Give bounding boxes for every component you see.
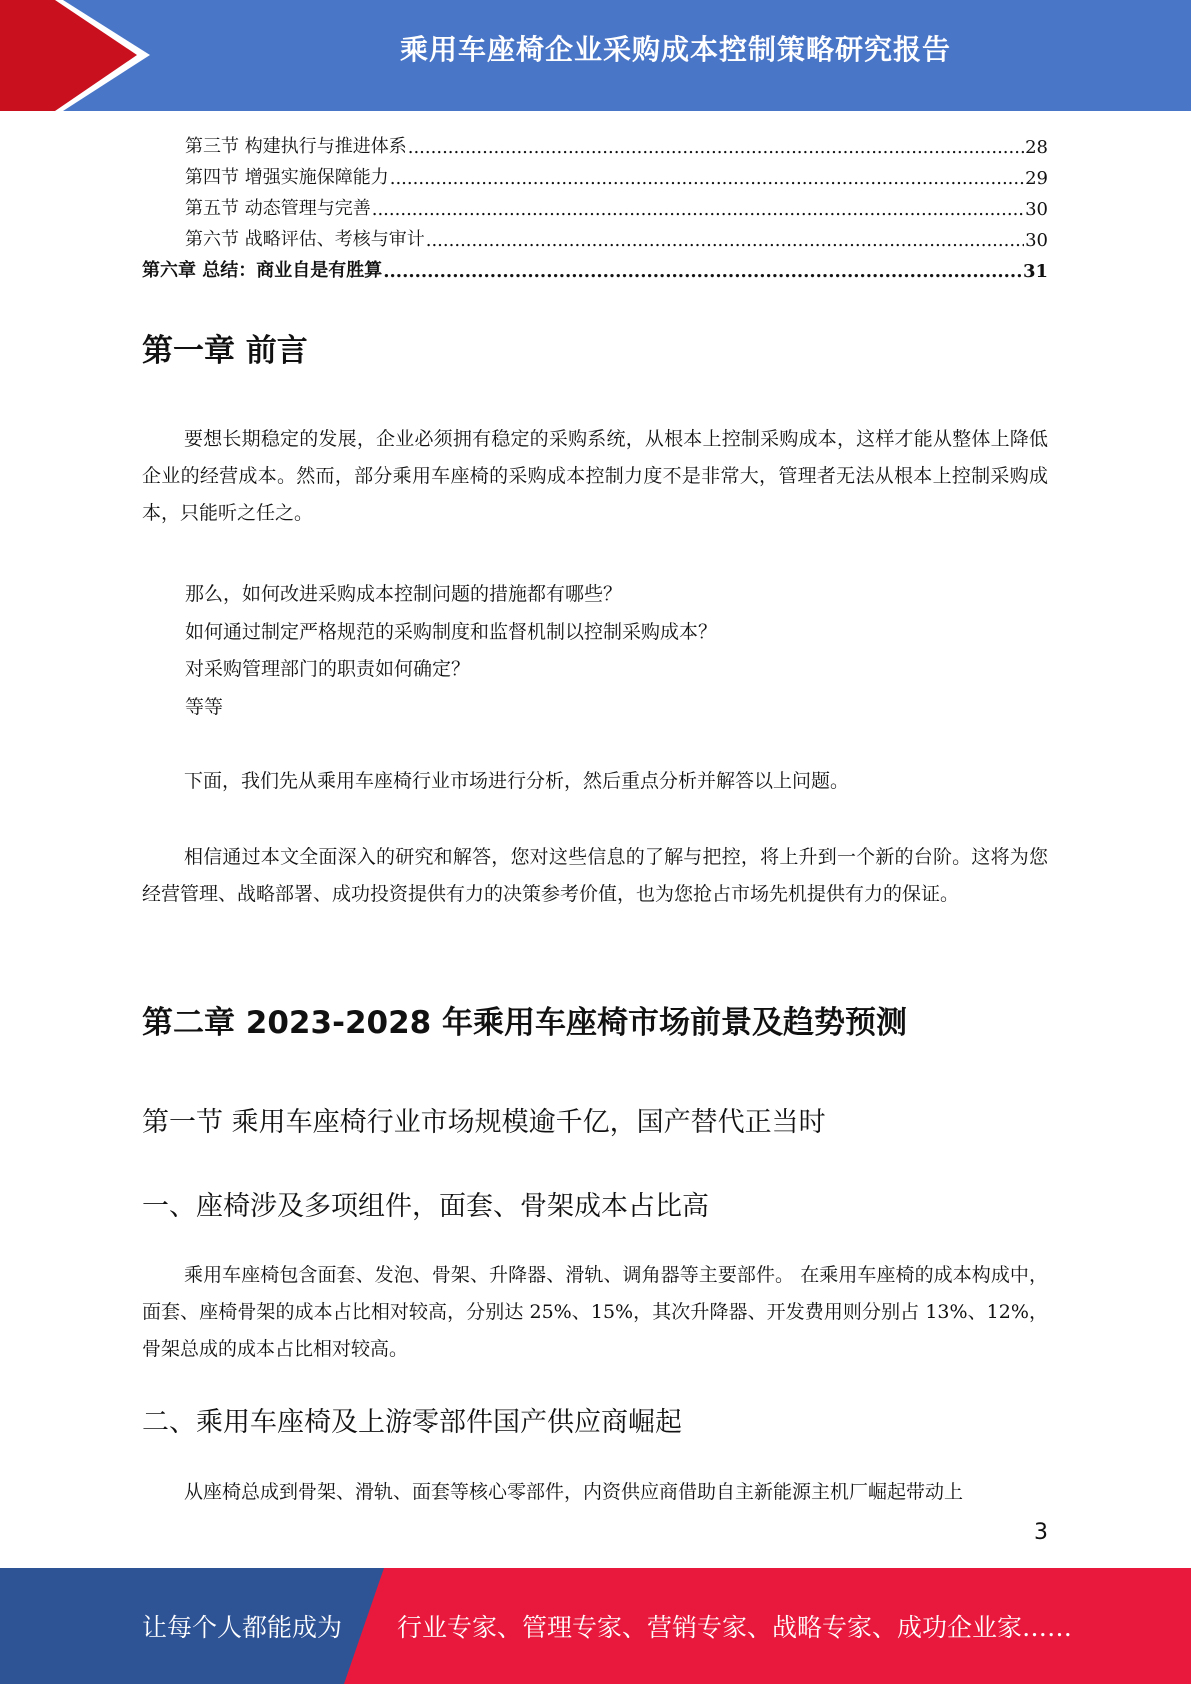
- toc-entry-page: 31: [1022, 261, 1048, 282]
- footer-slogan-right: 行业专家、管理专家、营销专家、战略专家、成功企业家……: [397, 1613, 1073, 1642]
- footer-slogan-left: 让每个人都能成为: [142, 1613, 343, 1642]
- subsection-heading: 二、乘用车座椅及上游零部件国产供应商崛起: [142, 1407, 682, 1438]
- body-paragraph: 乘用车座椅包含面套、发泡、骨架、升降器、滑轨、调角器等主要部件。 在乘用车座椅的成本构成中，面套、座椅骨架的成本占比相对较高，分别达 25%、15%，其次升降器、开发费用则分别占 13%、12%，骨架总成的成本占比相对较高。: [142, 1264, 1048, 1360]
- next-paragraph: 下面，我们先从乘用车座椅行业市场进行分析，然后重点分析并解答以上问题。: [184, 770, 850, 792]
- header-arrow-decoration: [0, 0, 150, 111]
- toc-entry[interactable]: [185, 159, 1048, 189]
- toc-entry[interactable]: [185, 221, 1048, 251]
- section-heading: 第一节 乘用车座椅行业市场规模逾千亿，国产替代正当时: [142, 1107, 826, 1138]
- footer-band: [0, 1568, 1191, 1684]
- toc-entry[interactable]: [185, 190, 1048, 220]
- question-line: 如何通过制定严格规范的采购制度和监督机制以控制采购成本？: [185, 621, 718, 643]
- chapter-heading: 第二章 2023-2028 年乘用车座椅市场前景及趋势预测: [142, 1005, 908, 1041]
- toc-entry[interactable]: [185, 128, 1048, 158]
- toc-entry-title: 第三节 构建执行与推进体系: [185, 136, 407, 157]
- toc-leader: [390, 168, 1024, 189]
- toc-entry-page: 30: [1025, 199, 1048, 220]
- toc-entry-page: 30: [1025, 230, 1048, 251]
- body-paragraph: 从座椅总成到骨架、滑轨、面套等核心零部件，内资供应商借助自主新能源主机厂崛起带动上: [184, 1481, 964, 1503]
- toc-entry-page: 29: [1025, 168, 1048, 189]
- toc-leader: [408, 137, 1024, 158]
- toc-entry-title: 第六节 战略评估、考核与审计: [185, 229, 425, 250]
- toc-entry-page: 28: [1025, 137, 1048, 158]
- belief-paragraph: 相信通过本文全面深入的研究和解答，您对这些信息的了解与把控，将上升到一个新的台阶。这将为您经营管理、战略部署、成功投资提供有力的决策参考价值，也为您抢占市场先机提供有力的保证。: [142, 846, 1048, 905]
- report-title: 乘用车座椅企业采购成本控制策略研究报告: [399, 33, 951, 66]
- toc-leader: [383, 261, 1022, 282]
- question-line: 等等: [185, 696, 224, 718]
- subsection-heading: 一、座椅涉及多项组件，面套、骨架成本占比高: [142, 1191, 709, 1222]
- page-number: 3: [1034, 1520, 1048, 1545]
- intro-paragraph: 要想长期稳定的发展，企业必须拥有稳定的采购系统，从根本上控制采购成本，这样才能从整体上降低企业的经营成本。然而，部分乘用车座椅的采购成本控制力度不是非常大，管理者无法从根本上控制采购成本，只能听之任之。: [142, 428, 1048, 524]
- question-line: 那么，如何改进采购成本控制问题的措施都有哪些？: [185, 583, 623, 605]
- chapter-heading: 第一章 前言: [142, 333, 308, 369]
- question-line: 对采购管理部门的职责如何确定？: [185, 658, 471, 680]
- toc-leader: [426, 230, 1024, 251]
- header-band: [0, 0, 1191, 111]
- toc-leader: [372, 199, 1024, 220]
- toc-chapter-entry[interactable]: [142, 252, 1048, 282]
- toc-entry-title: 第五节 动态管理与完善: [185, 198, 371, 219]
- toc-entry-title: 第六章 总结：商业自是有胜算: [142, 260, 383, 281]
- toc-entry-title: 第四节 增强实施保障能力: [185, 167, 389, 188]
